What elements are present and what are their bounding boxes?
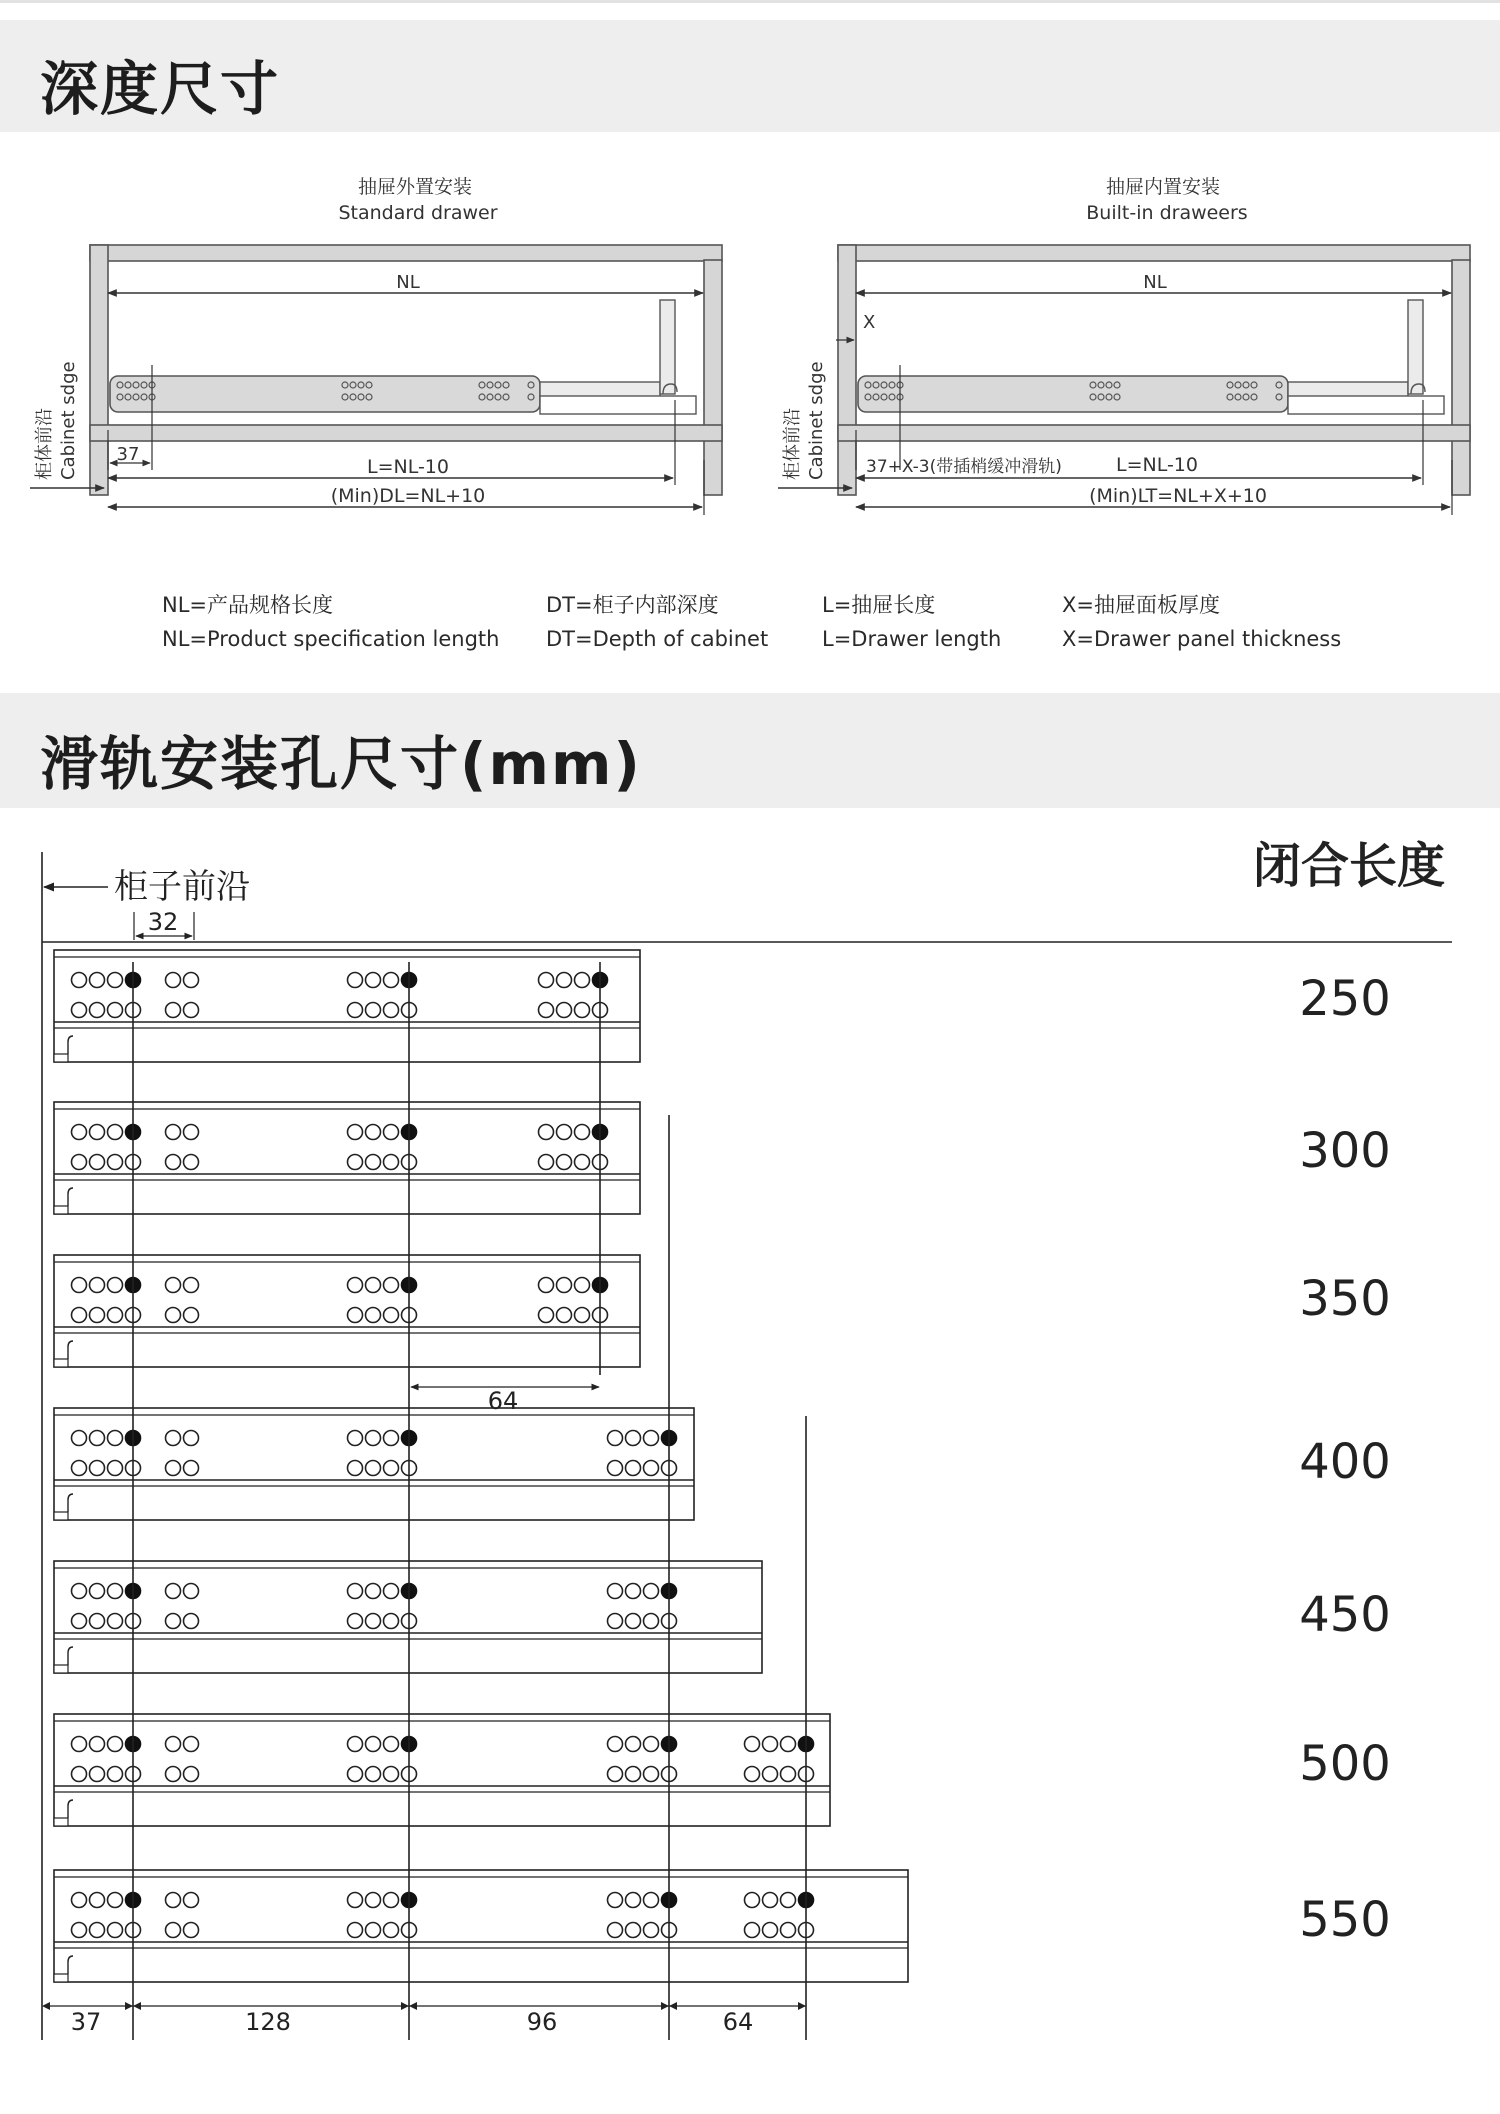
section-title-depth: 深度尺寸 <box>40 55 281 123</box>
hole <box>72 1737 87 1752</box>
dim-37-label: 37+X-3(带插梢缓冲滑轨) <box>866 457 1062 477</box>
legend-l <box>822 588 1001 656</box>
hole <box>644 1893 659 1908</box>
rear-bracket <box>660 300 675 394</box>
hole <box>90 1431 105 1446</box>
section-header-holes <box>0 693 1500 808</box>
hole <box>644 1431 659 1446</box>
hole <box>90 1584 105 1599</box>
rail-foot <box>54 1206 68 1214</box>
hole <box>644 1584 659 1599</box>
hole <box>557 1278 572 1293</box>
hole <box>626 1461 641 1476</box>
hole <box>557 973 572 988</box>
hole <box>384 1278 399 1293</box>
hole <box>72 1893 87 1908</box>
hole <box>72 973 87 988</box>
nl-label: NL <box>1143 272 1167 293</box>
hole <box>348 1278 363 1293</box>
builtin-title-cn: 抽屉内置安装 <box>1105 176 1221 198</box>
hole <box>108 1278 123 1293</box>
hole <box>644 1767 659 1782</box>
cabinet-right-panel <box>1452 260 1470 495</box>
rail-foot <box>54 1359 68 1367</box>
hole <box>90 973 105 988</box>
hole <box>384 1923 399 1938</box>
hole <box>575 1308 590 1323</box>
hole <box>384 1003 399 1018</box>
hole <box>166 1278 181 1293</box>
hole <box>108 1431 123 1446</box>
legend-l-en: L=Drawer length <box>822 627 1002 651</box>
hole <box>348 1584 363 1599</box>
legend-x-cn: X=抽屉面板厚度 <box>1062 593 1220 617</box>
builtin-side-cn: 柜体前沿 <box>782 408 803 480</box>
hole <box>763 1767 778 1782</box>
legend-nl-cn: NL=产品规格长度 <box>162 593 334 617</box>
hole <box>166 1767 181 1782</box>
legend-x <box>1062 588 1341 656</box>
hole <box>366 1155 381 1170</box>
hole <box>184 1125 199 1140</box>
dim-32-label: 32 <box>147 908 179 936</box>
hole <box>184 1893 199 1908</box>
hole <box>108 1923 123 1938</box>
l-formula: L=NL-10 <box>366 456 450 478</box>
rail-body <box>54 1870 908 1982</box>
hole <box>72 1003 87 1018</box>
hole <box>348 1767 363 1782</box>
hole <box>108 1155 123 1170</box>
bottom-dim-128: 128 <box>245 2008 291 2036</box>
length-300: 300 <box>1299 1123 1391 1179</box>
hole <box>348 1125 363 1140</box>
hole <box>384 1308 399 1323</box>
hole <box>184 1308 199 1323</box>
hole <box>575 1003 590 1018</box>
rail-foot <box>54 1974 68 1982</box>
rail-tail <box>540 396 696 414</box>
rail-foot <box>54 1818 68 1826</box>
legend-l-cn: L=抽屉长度 <box>822 593 936 617</box>
length-400: 400 <box>1299 1434 1391 1490</box>
hole <box>108 1308 123 1323</box>
length-450: 450 <box>1299 1587 1391 1643</box>
bottom-dim-37: 37 <box>70 2008 102 2036</box>
standard-side-en: Cabinet sdge <box>58 361 79 480</box>
hole <box>781 1923 796 1938</box>
hole <box>608 1767 623 1782</box>
top-divider <box>0 0 1500 3</box>
hole <box>384 1125 399 1140</box>
hole <box>90 1125 105 1140</box>
hole <box>763 1923 778 1938</box>
hole <box>184 1737 199 1752</box>
hole <box>184 1584 199 1599</box>
hole <box>366 1923 381 1938</box>
hole <box>90 1308 105 1323</box>
hole <box>384 1614 399 1629</box>
hole <box>644 1614 659 1629</box>
hole <box>348 1737 363 1752</box>
builtin-drawer-diagram <box>778 176 1470 515</box>
hole <box>366 1278 381 1293</box>
rails-group <box>54 950 908 1982</box>
hole <box>166 1003 181 1018</box>
closed-length-title: 闭合长度 <box>1252 838 1445 894</box>
hole <box>626 1737 641 1752</box>
cabinet-bottom-panel <box>90 425 722 441</box>
hole <box>348 1431 363 1446</box>
dl-formula: (Min)DL=NL+10 <box>330 485 486 507</box>
hole <box>90 1461 105 1476</box>
hole <box>166 1431 181 1446</box>
hole <box>781 1737 796 1752</box>
hole <box>166 1584 181 1599</box>
hole <box>575 973 590 988</box>
hole <box>90 1614 105 1629</box>
rail-foot <box>54 1054 68 1062</box>
hole <box>72 1461 87 1476</box>
rail-foot <box>54 1665 68 1673</box>
bottom-dim-64: 64 <box>722 2008 754 2036</box>
length-250: 250 <box>1299 971 1391 1027</box>
front-edge-label: 柜子前沿 <box>114 867 250 907</box>
hole <box>166 1155 181 1170</box>
hole <box>763 1737 778 1752</box>
hole <box>184 1923 199 1938</box>
hole <box>539 1278 554 1293</box>
legend-dt-cn: DT=柜子内部深度 <box>546 593 719 617</box>
length-labels <box>1299 971 1391 1948</box>
hole <box>72 1125 87 1140</box>
hole <box>72 1584 87 1599</box>
hole <box>384 1737 399 1752</box>
legend-x-en: X=Drawer panel thickness <box>1062 627 1342 651</box>
hole <box>72 1923 87 1938</box>
rail-tail <box>1288 396 1444 414</box>
hole <box>539 1003 554 1018</box>
hole <box>108 1461 123 1476</box>
hole <box>366 1308 381 1323</box>
hole <box>90 1278 105 1293</box>
hole <box>72 1431 87 1446</box>
standard-drawer-diagram <box>30 176 722 515</box>
length-550: 550 <box>1299 1892 1391 1948</box>
hole <box>781 1893 796 1908</box>
hole <box>348 1923 363 1938</box>
hole <box>90 1923 105 1938</box>
hole <box>575 1278 590 1293</box>
hole <box>384 1893 399 1908</box>
hole <box>166 1125 181 1140</box>
hole <box>348 1003 363 1018</box>
standard-side-cn: 柜体前沿 <box>34 408 55 480</box>
hole <box>366 1003 381 1018</box>
hole <box>90 1155 105 1170</box>
cabinet-bottom-panel <box>838 425 1470 441</box>
hole <box>745 1893 760 1908</box>
hole <box>626 1767 641 1782</box>
hole <box>184 1278 199 1293</box>
hole <box>166 1923 181 1938</box>
hole <box>644 1737 659 1752</box>
hole <box>166 1614 181 1629</box>
hole <box>108 1767 123 1782</box>
hole <box>166 973 181 988</box>
hole <box>384 1767 399 1782</box>
hole <box>184 1431 199 1446</box>
hole <box>384 1431 399 1446</box>
hole <box>384 973 399 988</box>
hole <box>366 1767 381 1782</box>
hole <box>108 1584 123 1599</box>
cabinet-left-panel <box>838 245 856 495</box>
hole <box>384 1584 399 1599</box>
hole <box>348 1614 363 1629</box>
hole <box>108 1003 123 1018</box>
hole <box>72 1767 87 1782</box>
hole <box>166 1737 181 1752</box>
hole <box>166 1461 181 1476</box>
length-350: 350 <box>1299 1271 1391 1327</box>
rail-foot <box>54 1512 68 1520</box>
hole <box>184 1003 199 1018</box>
lt-formula: (Min)LT=NL+X+10 <box>1089 485 1267 507</box>
hole <box>557 1308 572 1323</box>
hole <box>366 1125 381 1140</box>
hole <box>608 1923 623 1938</box>
hole <box>72 1614 87 1629</box>
dim-37-label: 37 <box>116 444 140 465</box>
hole <box>90 1767 105 1782</box>
hole <box>108 1125 123 1140</box>
hole <box>745 1767 760 1782</box>
depth-diagrams <box>0 160 1500 520</box>
standard-title-en: Standard drawer <box>338 202 498 224</box>
hole <box>184 1461 199 1476</box>
hole <box>90 1737 105 1752</box>
hole <box>108 973 123 988</box>
legend-dt <box>546 588 768 656</box>
hole <box>557 1125 572 1140</box>
hole <box>366 1737 381 1752</box>
hole <box>166 1308 181 1323</box>
hole <box>90 1003 105 1018</box>
hole <box>72 1155 87 1170</box>
hole <box>745 1737 760 1752</box>
hole <box>108 1614 123 1629</box>
hole <box>608 1614 623 1629</box>
hole <box>348 1308 363 1323</box>
dim-64-mid-label: 64 <box>487 1387 519 1415</box>
hole <box>626 1431 641 1446</box>
hole <box>348 1155 363 1170</box>
hole <box>166 1893 181 1908</box>
hole <box>184 1155 199 1170</box>
builtin-side-en: Cabinet sdge <box>806 361 827 480</box>
hole <box>626 1893 641 1908</box>
hole <box>557 1155 572 1170</box>
hole <box>366 1461 381 1476</box>
legend-nl-en: NL=Product specification length <box>162 627 500 651</box>
hole <box>644 1923 659 1938</box>
slide-rail <box>858 376 1288 412</box>
hole <box>575 1125 590 1140</box>
legend-nl <box>162 588 499 656</box>
hole <box>108 1893 123 1908</box>
section-title-holes: 滑轨安装孔尺寸(mm) <box>40 730 642 798</box>
hole <box>539 1308 554 1323</box>
hole <box>384 1155 399 1170</box>
hole <box>781 1767 796 1782</box>
cabinet-right-panel <box>704 260 722 495</box>
section-header-depth <box>0 20 1500 132</box>
hole <box>72 1278 87 1293</box>
hole <box>608 1893 623 1908</box>
standard-title-cn: 抽屉外置安装 <box>357 176 473 198</box>
hole <box>366 1893 381 1908</box>
hole <box>348 1893 363 1908</box>
hole <box>366 1614 381 1629</box>
hole <box>626 1584 641 1599</box>
legend-dt-en: DT=Depth of cabinet <box>546 627 769 651</box>
builtin-title-en: Built-in draweers <box>1086 202 1248 224</box>
hole <box>72 1308 87 1323</box>
hole <box>366 973 381 988</box>
hole <box>763 1893 778 1908</box>
cabinet-left-panel <box>90 245 108 495</box>
hole <box>626 1614 641 1629</box>
hole <box>644 1461 659 1476</box>
cabinet-top-panel <box>90 245 722 261</box>
rear-bracket <box>1408 300 1423 394</box>
hole <box>557 1003 572 1018</box>
hole <box>745 1923 760 1938</box>
hole <box>348 1461 363 1476</box>
nl-label: NL <box>396 272 420 293</box>
hole <box>184 1767 199 1782</box>
hole <box>608 1737 623 1752</box>
hole <box>184 1614 199 1629</box>
hole <box>539 1125 554 1140</box>
hole <box>90 1893 105 1908</box>
hole <box>384 1461 399 1476</box>
cabinet-top-panel <box>838 245 1470 261</box>
hole <box>108 1737 123 1752</box>
hole <box>626 1923 641 1938</box>
hole <box>539 973 554 988</box>
hole <box>575 1155 590 1170</box>
slide-rail <box>110 376 540 412</box>
hole <box>366 1431 381 1446</box>
hole <box>348 973 363 988</box>
hole <box>608 1584 623 1599</box>
hole <box>608 1431 623 1446</box>
hole <box>608 1461 623 1476</box>
hole-position-diagram <box>0 830 1500 2090</box>
l-formula: L=NL-10 <box>1115 454 1199 476</box>
x-label: X <box>863 312 876 333</box>
hole <box>184 973 199 988</box>
bottom-dim-96: 96 <box>526 2008 558 2036</box>
hole <box>366 1584 381 1599</box>
length-500: 500 <box>1299 1736 1391 1792</box>
hole <box>539 1155 554 1170</box>
